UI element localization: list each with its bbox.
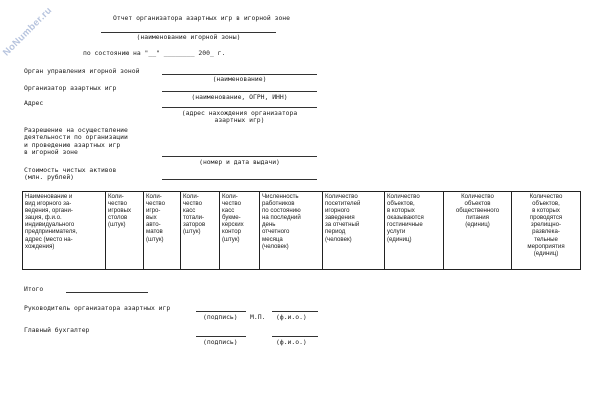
column-header: Количество объектов, в которых проводятся зрелищно- развлека- тельные мероприятия (единиц) xyxy=(512,192,581,270)
accountant-signature-line xyxy=(196,336,246,337)
accountant-label: Главный бухгалтер xyxy=(24,326,90,334)
address-caption: (адрес нахождения организатора азартных игр) xyxy=(181,109,298,125)
director-label: Руководитель организатора азартных игр xyxy=(24,304,171,312)
column-header: Коли- чество касс тотали- заторов (штук) xyxy=(181,192,220,270)
total-label: Итого xyxy=(24,285,44,293)
column-header: Количество объектов, в которых оказываются гостиничные услуги (единиц) xyxy=(385,192,444,270)
column-header: Коли- чество игро- вых авто- матов (штук) xyxy=(144,192,181,270)
accountant-fio-caption: (ф.и.о.) xyxy=(276,338,307,346)
column-header: Численность работников по состоянию на последний день отчетного месяца (человек) xyxy=(260,192,323,270)
as-of-date: по состоянию на "__" ________ 200_ г. xyxy=(83,49,226,57)
address-label: Адрес xyxy=(24,99,44,107)
watermark-stamp: NoNumber.ru xyxy=(0,4,55,59)
column-header: Количество посетителей игорного заведения за отчетный период (человек) xyxy=(323,192,385,270)
organizer-label: Организатор азартных игр xyxy=(24,84,117,92)
column-header: Наименование и вид игорного за- ведения, органи- зация, ф.и.о. индивидуального предпринимателя, адрес (место на- хождения) xyxy=(23,192,106,270)
director-signature-line xyxy=(196,311,246,312)
gov-body-label: Орган управления игорной зоной xyxy=(24,67,140,75)
director-signature-caption: (подпись) xyxy=(203,313,238,321)
permit-caption: (номер и дата выдачи) xyxy=(199,158,280,166)
gov-body-caption: (наименование) xyxy=(212,75,267,83)
accountant-fio-line xyxy=(272,336,318,337)
column-header: Количество объектов общественного питания (единиц) xyxy=(444,192,512,270)
zone-name-caption: (наименование игорной зоны) xyxy=(136,33,241,41)
organizer-caption: (наименование, ОГРН, ИНН) xyxy=(191,93,288,101)
column-header: Коли- чество касс букме- керских контор (штук) xyxy=(220,192,260,270)
net-assets-line xyxy=(162,179,317,180)
organizer-line xyxy=(162,91,317,92)
total-line xyxy=(66,292,148,293)
net-assets-label: Стоимость чистых активов (млн. рублей) xyxy=(24,166,117,182)
accountant-signature-caption: (подпись) xyxy=(203,338,238,346)
director-fio-caption: (ф.и.о.) xyxy=(276,313,307,321)
seal-place: М.П. xyxy=(250,313,266,321)
permit-line xyxy=(162,156,317,157)
address-line xyxy=(162,107,317,108)
report-table xyxy=(22,191,581,270)
permit-label: Разрешение на осуществление деятельности по организации и проведению азартных игр в игорной зоне xyxy=(24,126,128,157)
director-fio-line xyxy=(272,311,318,312)
report-title: Отчет организатора азартных игр в игорной зоне xyxy=(113,14,290,22)
column-header: Коли- чество игровых столов (штук) xyxy=(106,192,144,270)
